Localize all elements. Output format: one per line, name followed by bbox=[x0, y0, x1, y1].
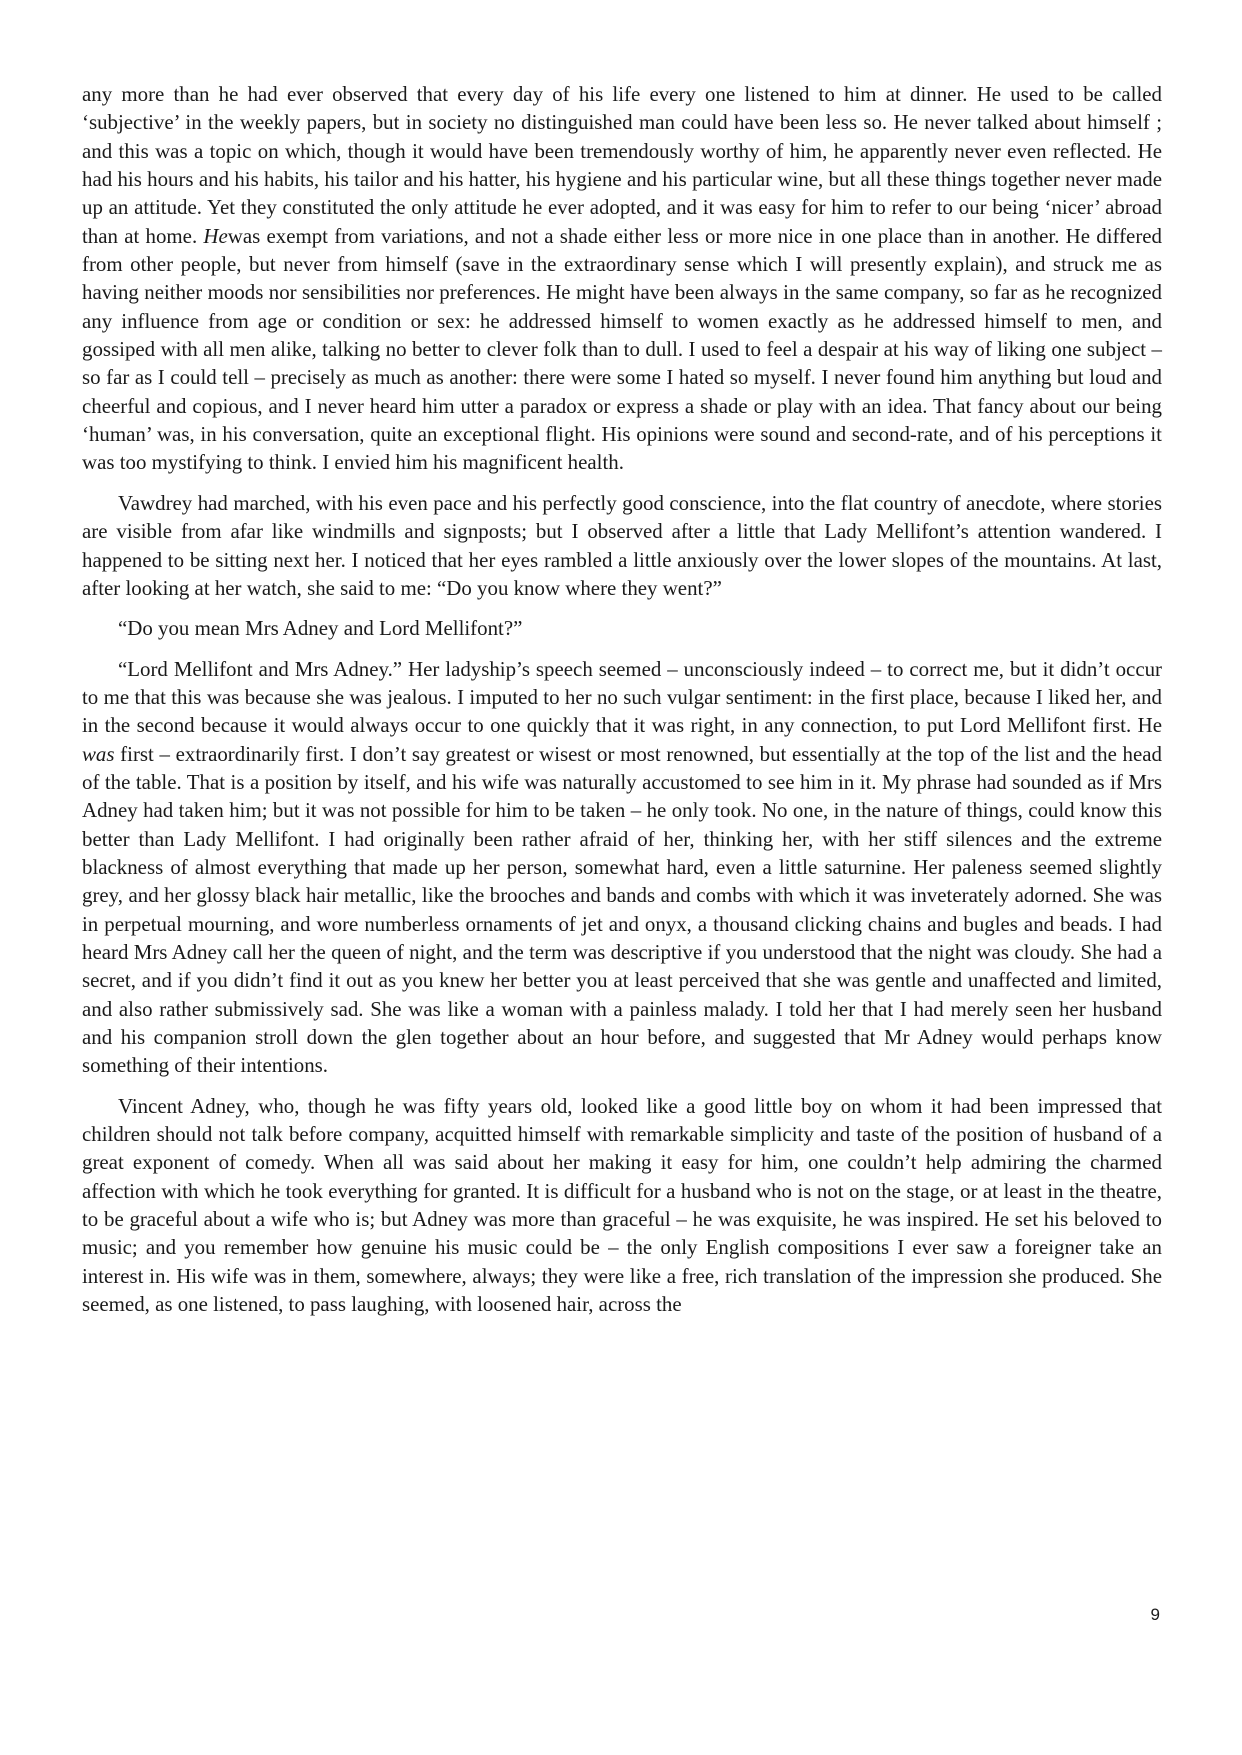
text-span: was exempt from variations, and not a shade either less or more nice in one place than in another. He differed from other people, but never from himself (save in the extraordinary sense which I will presently explain), and struck me as having neither moods nor sensibilities nor preferences. He might have been always in the same company, so far as he recognized any influence from age or condition or sex: he addressed himself to women exactly as he addressed himself to men, and gossiped with all men alike, talking no better to clever folk than to dull. I used to feel a despair at his way of liking one subject – so far as I could tell – precisely as much as another: there were some I hated so myself. I never found him anything but loud and cheerful and copious, and I never heard him utter a paradox or express a shade or play with an idea. That fancy about our being ‘human’ was, in his conversation, quite an exceptional flight. His opinions were sound and second-rate, and of his perceptions it was too mystifying to think. I envied him his magnificent health. bbox=[82, 223, 1162, 475]
paragraph-5 bbox=[82, 1092, 1162, 1319]
paragraph-3 bbox=[82, 614, 1162, 642]
text-span: first – extraordinarily first. I don’t say greatest or wisest or most renowned, but essentially at the top of the list and the head of the table. That is a position by itself, and his wife was naturally accustomed to see him in it. My phrase had sounded as if Mrs Adney had taken him; but it was not possible for him to be taken – he only took. No one, in the nature of things, could know this better than Lady Mellifont. I had originally been rather afraid of her, thinking her, with her stiff silences and the extreme blackness of almost everything that made up her person, somewhat hard, even a little saturnine. Her paleness seemed slightly grey, and her glossy black hair metallic, like the brooches and bands and combs with which it was inveterately adorned. She was in perpetual mourning, and wore numberless ornaments of jet and onyx, a thousand clicking chains and bugles and beads. I had heard Mrs Adney call her the queen of night, and the term was descriptive if you understood that the night was cloudy. She had a secret, and if you didn’t find it out as you knew her better you at least perceived that she was gentle and unaffected and limited, and also rather submissively sad. She was like a woman with a painless malady. I told her that I had merely seen her husband and his companion stroll down the glen together about an hour before, and suggested that Mr Adney would perhaps know something of their intentions. bbox=[82, 741, 1162, 1078]
italic-emphasis: He bbox=[203, 223, 228, 248]
text-span: Vincent Adney, who, though he was fifty years old, looked like a good little boy on whom it had been impressed that children should not talk before company, acquitted himself with remarkable simplicity and taste of the position of husband of a great exponent of comedy. When all was said about her making it easy for him, one couldn’t help admiring the charmed affection with which he took everything for granted. It is difficult for a husband who is not on the stage, or at least in the theatre, to be graceful about a wife who is; but Adney was more than graceful – he was exquisite, he was inspired. He set his beloved to music; and you remember how genuine his music could be – the only English compositions I ever saw a foreigner take an interest in. His wife was in them, somewhere, always; they were like a free, rich translation of the impression she produced. She seemed, as one listened, to pass laughing, with loosened hair, across the bbox=[82, 1093, 1162, 1317]
text-span: “Do you mean Mrs Adney and Lord Mellifont?” bbox=[118, 616, 523, 641]
text-span: any more than he had ever observed that every day of his life every one listened to him at dinner. He used to be called ‘subjective’ in the weekly papers, but in society no distinguished man could have been less so. He never talked about himself ; and this was a topic on which, though it would have been tremendously worthy of him, he apparently never even reflected. He had his hours and his habits, his tailor and his hatter, his hygiene and his particular wine, but all these things together never made up an attitude. Yet they constituted the only attitude he ever adopted, and it was easy for him to refer to our being ‘nicer’ abroad than at home. bbox=[82, 82, 1162, 248]
text-span: Vawdrey had marched, with his even pace and his perfectly good conscience, into the flat country of anecdote, where stories are visible from afar like windmills and signposts; but I observed after a little that Lady Mellifont’s attention wandered. I happened to be sitting next her. I noticed that her eyes rambled a little anxiously over the lower slopes of the mountains. At last, after looking at her watch, she said to me: “Do you know where they went?” bbox=[82, 490, 1162, 600]
paragraph-2 bbox=[82, 489, 1162, 602]
text-span: “Lord Mellifont and Mrs Adney.” Her ladyship’s speech seemed – unconsciously indeed – to correct me, but it didn’t occur to me that this was because she was jealous. I imputed to her no such vulgar sentiment: in the first place, because I liked her, and in the second because it would always occur to one quickly that it was right, in any connection, to put Lord Mellifont first. He bbox=[82, 656, 1162, 738]
page-number: 9 bbox=[1150, 1605, 1160, 1624]
paragraph-1 bbox=[82, 80, 1162, 477]
document-body bbox=[82, 80, 1162, 1330]
italic-emphasis: was bbox=[82, 741, 115, 766]
paragraph-4 bbox=[82, 655, 1162, 1080]
